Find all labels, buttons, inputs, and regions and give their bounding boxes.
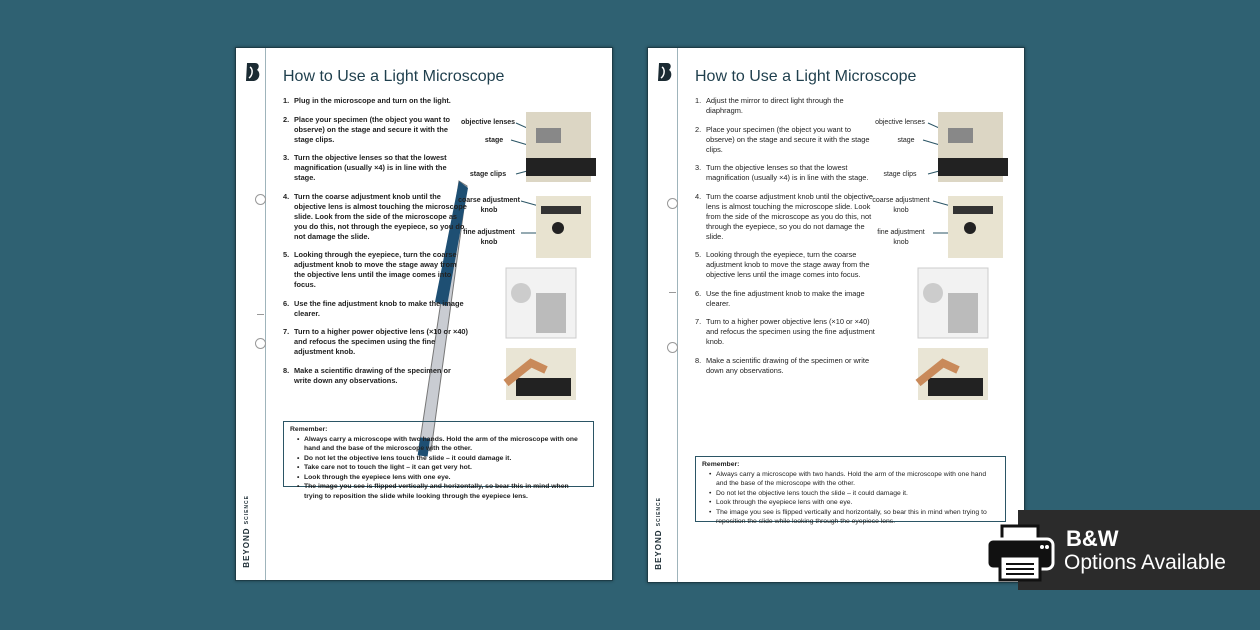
step-item [695,250,880,280]
step-item [283,299,468,319]
brand-sub: SCIENCE [656,497,662,527]
diagram-label: stage [897,137,915,144]
remember-item: • Do not let the objective lens touch the slide – it could damage it. [290,454,587,464]
beyond-logo [657,62,673,82]
step-item [283,250,468,290]
diagram-label: fine adjustment knob [463,229,515,246]
remember-item: • Always carry a microscope with two hands. Hold the arm of the microscope with one hand and the base of the microscope with the other. [290,435,587,454]
brand-logo-text [242,495,251,568]
step-number: 2. [695,124,702,134]
step-number: 6. [283,298,290,308]
step-item [695,163,880,183]
punch-hole [255,194,266,205]
step-number: 5. [695,250,702,259]
page-title: How to Use a Light Microscope [283,68,505,85]
step-item [283,192,468,242]
step-number: 4. [695,191,702,201]
hole-mark [669,292,676,293]
worksheet-page [647,47,1025,583]
step-number: 7. [695,317,702,326]
diagram-label: objective lenses [875,119,925,126]
margin-band [648,48,678,582]
step-text: Make a scientific drawing of the specimen or write down any observations. [294,365,451,385]
brand-logo-text [654,497,663,570]
step-item [695,96,880,116]
diagram-label: fine adjustment knob [877,229,925,246]
step-item [283,115,468,145]
step-text: Adjust the mirror to direct light through the diaphragm. [706,96,844,115]
step-text: Turn the coarse adjustment knob until the objective lens is almost touching the microscope slide. Look from the side of the microscope as you do this, not through the eyepiece, so you do not damage the slide. [294,191,467,241]
steps-list [695,96,880,384]
diagram-label: stage clips [883,171,917,178]
step-number: 4. [283,191,290,201]
microscope-diagrams [476,108,601,408]
step-item [283,153,468,183]
step-text: Turn the coarse adjustment knob until the objective lens is almost touching the microscope slide. Look from the side of the microscope as you do this, not through the eyepiece, so you do not damage the slide. [706,191,873,241]
punch-hole [667,198,678,209]
remember-item: • Always carry a microscope with two hands. Hold the arm of the microscope with one hand and the base of the microscope with the other. [702,470,999,489]
remember-title: Remember: [702,461,740,468]
punch-hole [255,338,266,349]
remember-item: • Do not let the objective lens touch the slide – it could damage it. [702,489,999,499]
step-text: Make a scientific drawing of the specimen or write down any observations. [706,355,870,375]
diagram-label: stage clips [469,171,507,178]
remember-item: • The image you see is flipped vertically and horizontally, so bear this in mind when trying to reposition the slide while looking through the eyepiece lens. [702,508,999,527]
step-number: 1. [283,96,290,105]
step-text: Turn to a higher power objective lens (×10 or ×40) and refocus the specimen using the fine adjustment knob. [706,317,875,346]
step-item [695,289,880,309]
diagram-label: objective lenses [460,119,516,126]
diagram-label: stage [484,137,504,144]
brand-name: BEYOND [654,529,663,570]
step-item [695,125,880,155]
brand-sub: SCIENCE [244,495,250,525]
remember-item: • The image you see is flipped vertically and horizontally, so bear this in mind when trying to reposition the slide while looking through the eyepiece lens. [290,482,587,501]
step-number: 8. [695,355,702,365]
step-text: Looking through the eyepiece, turn the coarse adjustment knob to move the stage away from the objective lens until the image comes into focus. [294,250,457,289]
brand-name: BEYOND [242,527,251,568]
page-title: How to Use a Light Microscope [695,68,917,85]
step-number: 2. [283,114,290,124]
remember-box [283,421,594,500]
bw-options-badge [1018,510,1260,590]
printer-icon [984,524,1056,582]
step-number: 3. [283,153,290,162]
step-text: Use the fine adjustment knob to make the image clearer. [706,288,865,308]
remember-list [702,470,999,527]
step-item [283,327,468,357]
badge-title: B&W [1066,526,1119,551]
microscope-diagrams [888,108,1013,408]
worksheet-page [235,47,613,581]
step-text: Place your specimen (the object you want to observe) on the stage and secure it with the stage clips. [294,114,451,144]
step-number: 7. [283,327,290,336]
step-item [283,366,468,386]
beyond-logo [245,62,261,82]
badge-subtitle: Options Available [1064,551,1226,574]
step-text: Turn the objective lenses so that the lowest magnification (usually ×4) is in line with the stage. [294,153,447,182]
remember-list [290,435,587,502]
step-text: Turn the objective lenses so that the lowest magnification (usually ×4) is in line with the stage. [706,163,869,182]
remember-item: • Look through the eyepiece lens with one eye. [290,473,587,483]
step-number: 1. [695,96,702,105]
step-text: Place your specimen (the object you want to observe) on the stage and secure it with the stage clips. [706,124,870,154]
step-number: 5. [283,250,290,259]
remember-box [695,456,1006,525]
punch-hole [667,342,678,353]
step-item [695,356,880,376]
steps-list [283,96,468,394]
diagram-label: coarse adjustment knob [872,197,930,214]
remember-item: • Look through the eyepiece lens with one eye. [702,498,999,508]
step-item [283,96,468,106]
step-number: 3. [695,163,702,172]
diagram-label: coarse adjustment knob [458,197,520,214]
step-text: Looking through the eyepiece, turn the coarse adjustment knob to move the stage away from the objective lens until the image comes into focus. [706,250,870,279]
hole-mark [257,314,264,315]
step-text: Use the fine adjustment knob to make the image clearer. [294,298,464,318]
step-number: 6. [695,288,702,298]
step-item [695,192,880,242]
step-number: 8. [283,365,290,375]
remember-item: • Take care not to touch the light – it can get very hot. [290,463,587,473]
remember-title: Remember: [290,426,328,433]
step-text: Plug in the microscope and turn on the light. [294,96,451,105]
step-item [695,317,880,347]
step-text: Turn to a higher power objective lens (×10 or ×40) and refocus the specimen using the fine adjustment knob. [294,327,468,356]
